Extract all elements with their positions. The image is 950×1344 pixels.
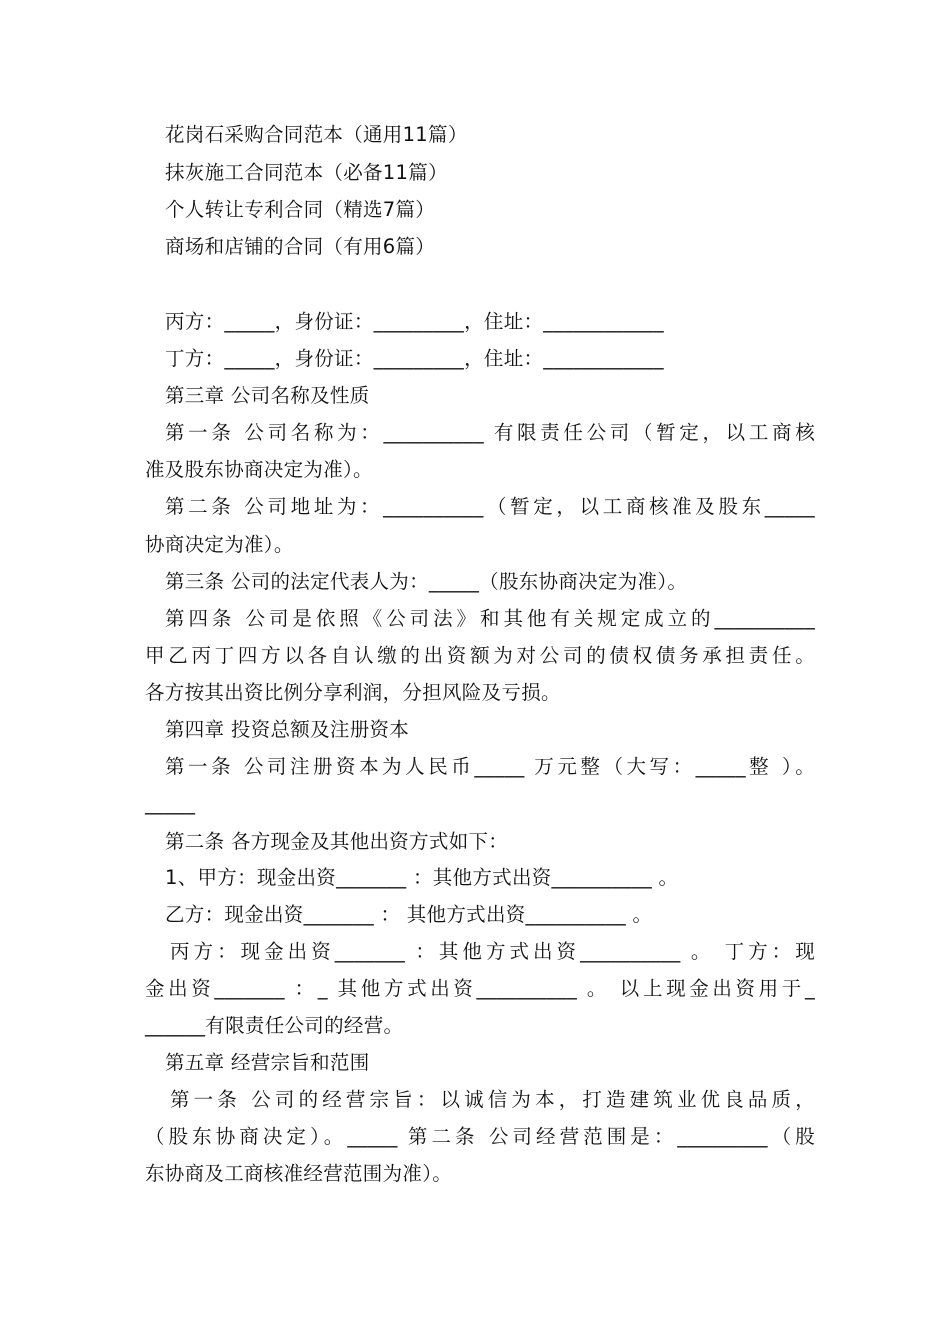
paragraph-line: 甲乙丙丁四方以各自认缴的出资额为对公司的债权债务承担责任。 xyxy=(145,644,815,667)
paragraph-line: 东协商及工商核准经营范围为准）。 xyxy=(145,1162,453,1185)
chapter-3-heading: 第三章 公司名称及性质 xyxy=(165,384,370,407)
paragraph-line: 第三条 公司的法定代表人为：_____（股东协商决定为准）。 xyxy=(165,570,688,593)
related-title-2[interactable]: 抹灰施工合同范本（必备11篇） xyxy=(165,161,448,184)
chapter-5-heading: 第五章 经营宗旨和范围 xyxy=(165,1051,370,1074)
paragraph-line: 第一条 公司的经营宗旨：以诚信为本，打造建筑业优良品质， xyxy=(170,1088,815,1111)
paragraph-line: （股东协商决定）。_____ 第二条 公司经营范围是：_________（股 xyxy=(145,1125,815,1148)
party-c-line: 丙方：_____，身份证：_________，住址：____________ xyxy=(165,310,664,333)
paragraph-line: ______有限责任公司的经营。 xyxy=(145,1014,404,1037)
related-title-3[interactable]: 个人转让专利合同（精选7篇） xyxy=(165,198,436,221)
paragraph-line: 协商决定为准）。 xyxy=(145,533,294,556)
paragraph-line: 准及股东协商决定为准）。 xyxy=(145,458,373,481)
paragraph-line: 丙方：现金出资_______ ：其他方式出资__________ 。 丁方：现 xyxy=(170,940,815,963)
paragraph-line: 金出资_______ ：_ 其他方式出资__________ 。 以上现金出资用于_ xyxy=(145,977,815,1000)
paragraph-line: 第二条 各方现金及其他出资方式如下： xyxy=(165,830,509,853)
chapter-4-heading: 第四章 投资总额及注册资本 xyxy=(165,718,410,741)
paragraph-line: _____ xyxy=(145,792,196,815)
party-d-line: 丁方：_____，身份证：_________，住址：____________ xyxy=(165,347,664,370)
paragraph-line: 第一条 公司注册资本为人民币_____ 万元整（大写：_____整 ）。 xyxy=(165,755,815,778)
paragraph-line: 第一条 公司名称为：__________ 有限责任公司（暂定，以工商核 xyxy=(165,421,815,444)
related-title-4[interactable]: 商场和店铺的合同（有用6篇） xyxy=(165,235,436,258)
paragraph-line: 第二条 公司地址为：__________（暂定，以工商核准及股东_____ xyxy=(165,495,815,518)
paragraph-line: 1、甲方：现金出资_______ ：其他方式出资__________ 。 xyxy=(165,866,679,889)
related-title-1[interactable]: 花岗石采购合同范本（通用11篇） xyxy=(165,123,468,146)
paragraph-line: 第四条 公司是依照《公司法》和其他有关规定成立的__________ xyxy=(165,607,815,630)
paragraph-line: 各方按其出资比例分享利润，分担风险及亏损。 xyxy=(145,681,561,704)
paragraph-line: 乙方：现金出资_______ ： 其他方式出资__________ 。 xyxy=(165,903,653,926)
